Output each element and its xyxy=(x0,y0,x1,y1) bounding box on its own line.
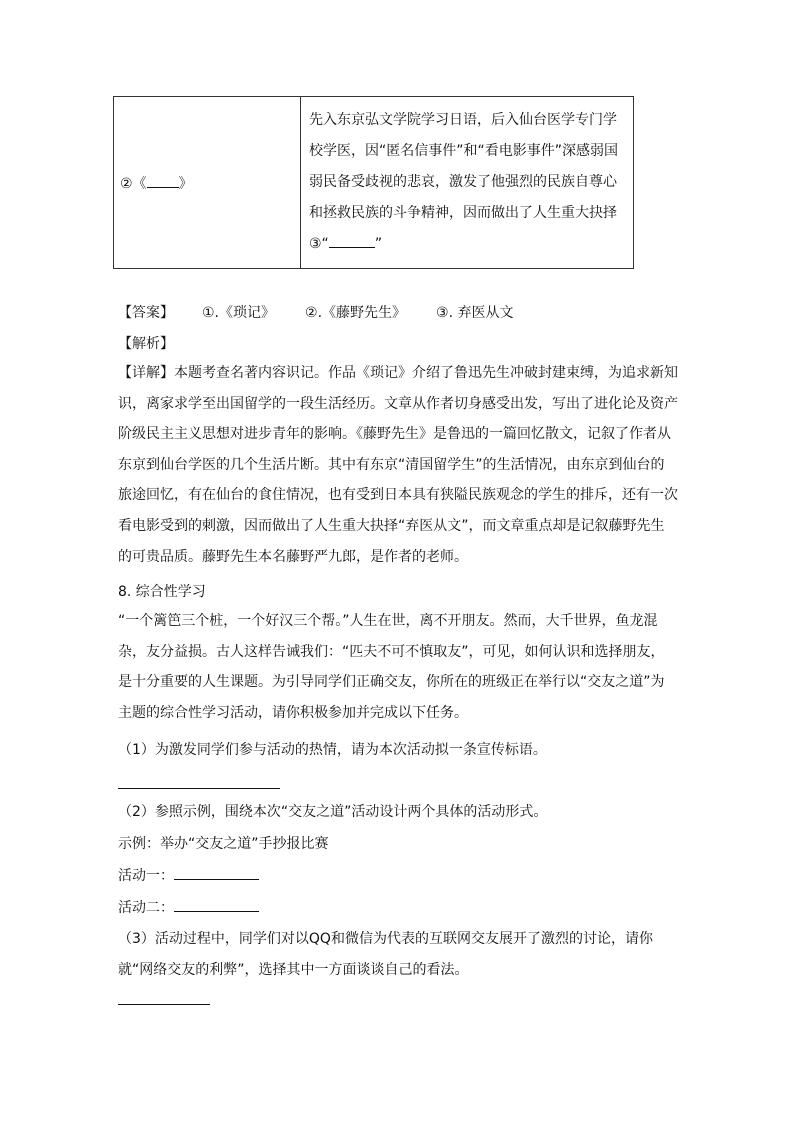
blank3-prefix: ③“ xyxy=(309,236,329,252)
answer-tag: 【答案】 xyxy=(118,305,174,321)
detail-tag: 【详解】 xyxy=(118,365,174,381)
activity-one xyxy=(118,865,259,885)
info-table xyxy=(113,96,634,269)
answer-item-1: ①.《琐记》 xyxy=(202,305,276,321)
question8-title: 8. 综合性学习 xyxy=(118,584,206,600)
analysis-heading: 【解析】 xyxy=(118,336,174,352)
question8-q3: （3）活动过程中，同学们对以QQ和微信为代表的互联网交友展开了激烈的讨论，请你就“网络交友的利弊”，选择其中一方面谈谈自己的看法。 xyxy=(118,931,653,978)
answer-line-q1[interactable] xyxy=(118,788,280,789)
left-cell-prefix: ②《 xyxy=(120,175,147,192)
blank3-suffix: ” xyxy=(374,236,383,252)
table-left-cell xyxy=(114,97,301,269)
left-cell-suffix: 》 xyxy=(178,175,193,192)
activity-one-blank[interactable] xyxy=(174,866,259,880)
activity-two-blank[interactable] xyxy=(174,898,259,912)
activity-two-label: 活动二： xyxy=(118,900,174,916)
activity-two xyxy=(118,897,259,917)
right-cell-text: 先入东京弘文学院学习日语，后入仙台医学专门学校学医，因“匿名信事件”和“看电影事件”深感弱国弱民备受歧视的悲哀，激发了他强烈的民族自尊心和拯救民族的斗争精神，因而做出了人生重大抉择 xyxy=(309,112,619,221)
answer-item-2: ②.《藤野先生》 xyxy=(305,305,407,321)
fill-blank-2[interactable] xyxy=(147,174,179,188)
activity-one-label: 活动一： xyxy=(118,868,174,884)
answer-line-q3[interactable] xyxy=(118,1004,210,1005)
question8-intro: “一个篱笆三个桩，一个好汉三个帮。”人生在世，离不开朋友。然而，大千世界，鱼龙混杂，友分益损。古人这样告诫我们：“匹夫不可不慎取友”，可见，如何认识和选择朋友，是十分重要的人生课题。为引导同学们正确交友，你所在的班级正在举行以“交友之道”为主题的综合性学习活动，请你积极参加并完成以下任务。 xyxy=(118,613,665,721)
answer-item-3: ③. 弃医从文 xyxy=(436,305,514,321)
question8-example: 示例：举办“交友之道”手抄报比赛 xyxy=(118,836,329,852)
table-right-cell xyxy=(301,97,634,269)
question8-q2: （2）参照示例，围绕本次“交友之道”活动设计两个具体的活动形式。 xyxy=(118,804,548,820)
fill-blank-3[interactable] xyxy=(329,234,375,248)
detail-text: 本题考查名著内容识记。作品《琐记》介绍了鲁迅先生冲破封建束缚，为追求新知识，离家求学至出国留学的一段生活经历。文章从作者切身感受出发，写出了进化论及资产阶级民主主义思想对进步青年的影响。《藤野先生》是鲁迅的一篇回忆散文，记叙了作者从东京到仙台学医的几个生活片断。其中有东京“清国留学生”的生活情况，由东京到仙台的旅途回忆，有在仙台的食住情况，也有受到日本具有狭隘民族观念的学生的排斥，还有一次看电影受到的刺激，因而做出了人生重大抉择“弃医从文”，而文章重点却是记叙藤野先生的可贵品质。藤野先生本名藤野严九郎，是作者的老师。 xyxy=(118,365,678,565)
detail-paragraph xyxy=(118,358,678,572)
question8-q1: （1）为激发同学们参与活动的热情，请为本次活动拟一条宣传标语。 xyxy=(118,742,547,758)
answer-line xyxy=(118,302,513,322)
